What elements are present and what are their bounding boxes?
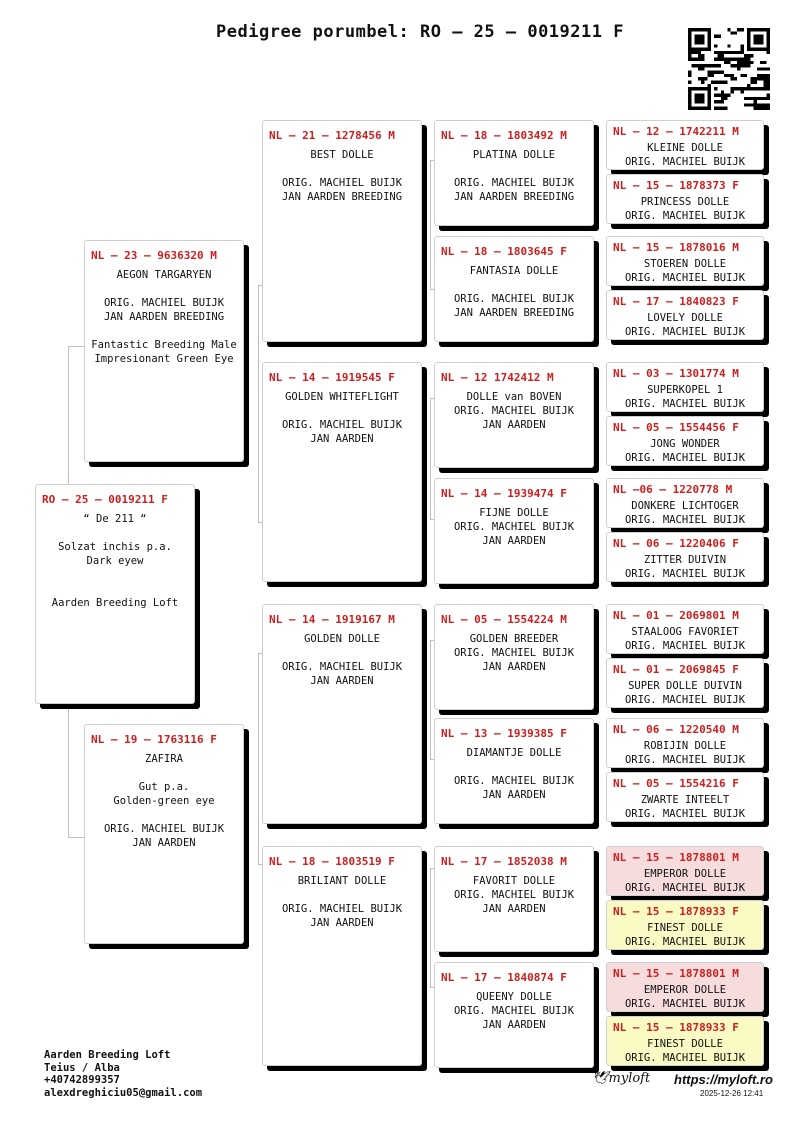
pigeon-info-line <box>441 278 587 292</box>
ring-number: NL – 17 – 1840874 F <box>441 971 567 984</box>
pigeon-info-line <box>269 162 415 176</box>
pigeon-info-line: JAN AARDEN <box>310 433 374 445</box>
pigeon-info-line: FIJNE DOLLE <box>479 507 549 519</box>
ring-number: NL – 12 – 1742211 M <box>613 125 739 138</box>
pigeon-info-line <box>441 760 587 774</box>
great-grandparent-card[interactable] <box>434 962 594 1068</box>
pigeon-info-line: JAN AARDEN BREEDING <box>281 191 403 203</box>
ancestor-card[interactable] <box>606 290 764 340</box>
ring-number: NL – 05 – 1554456 F <box>613 421 739 434</box>
pigeon-info-line: GOLDEN BREEDER <box>469 633 559 645</box>
ring-number: NL – 05 – 1554216 F <box>613 777 739 790</box>
pigeon-info-line: FANTASIA DOLLE <box>469 265 559 277</box>
ring-number: NL – 01 – 2069801 M <box>613 609 739 622</box>
subject-pigeon-card[interactable] <box>35 484 195 704</box>
pigeon-info-line: ORIG. MACHIEL BUIJK <box>624 936 746 948</box>
pigeon-info-line: SUPERKOPEL 1 <box>647 384 723 396</box>
pigeon-info-line: ORIG. MACHIEL BUIJK <box>624 694 746 706</box>
ring-number: NL – 06 – 1220540 M <box>613 723 739 736</box>
pigeon-info-line: BRILIANT DOLLE <box>297 875 387 887</box>
pigeon-info-line: JONG WONDER <box>650 438 720 450</box>
ancestor-card[interactable] <box>606 962 764 1012</box>
ancestor-card[interactable] <box>606 772 764 822</box>
pigeon-info-line: ORIG. MACHIEL BUIJK <box>624 210 746 222</box>
pigeon-info-line: ORIG. MACHIEL BUIJK <box>103 297 225 309</box>
breeder-email[interactable]: alexdreghiciu05@gmail.com <box>44 1086 203 1099</box>
ring-number: RO – 25 – 0019211 F <box>42 493 168 506</box>
pigeon-info-line: LOVELY DOLLE <box>647 312 723 324</box>
pigeon-info-line: JAN AARDEN <box>482 903 546 915</box>
pigeon-info-line <box>42 582 188 596</box>
ring-number: NL – 15 – 1878016 M <box>613 241 739 254</box>
pigeon-info-line <box>91 282 237 296</box>
ring-number: NL – 17 – 1852038 M <box>441 855 567 868</box>
ancestor-card[interactable] <box>606 236 764 286</box>
pigeon-info-line: ORIG. MACHIEL BUIJK <box>103 823 225 835</box>
grandparent-card[interactable] <box>262 604 422 824</box>
pigeon-info-line: ORIG. MACHIEL BUIJK <box>624 398 746 410</box>
pigeon-info-line: JAN AARDEN <box>482 789 546 801</box>
pigeon-info-line: ORIG. MACHIEL BUIJK <box>281 419 403 431</box>
parent-card[interactable] <box>84 240 244 462</box>
great-grandparent-card[interactable] <box>434 846 594 952</box>
pigeon-info-line: PRINCESS DOLLE <box>640 196 730 208</box>
ring-number: NL – 03 – 1301774 M <box>613 367 739 380</box>
ancestor-card[interactable] <box>606 1016 764 1066</box>
pigeon-info-line <box>269 888 415 902</box>
breeder-contact <box>44 1049 202 1099</box>
ring-number: NL – 14 – 1939474 F <box>441 487 567 500</box>
pigeon-info-line <box>91 808 237 822</box>
ancestor-card[interactable] <box>606 604 764 654</box>
pigeon-info-line: ORIG. MACHIEL BUIJK <box>453 1005 575 1017</box>
pigeon-info-line <box>441 162 587 176</box>
pigeon-info-line: ORIG. MACHIEL BUIJK <box>453 293 575 305</box>
pigeon-info-line: ZAFIRA <box>145 753 183 765</box>
pigeon-info-line: GOLDEN DOLLE <box>304 633 380 645</box>
brand-name: myloft <box>608 1071 651 1086</box>
pigeon-info-line: Gut p.a. <box>138 781 190 793</box>
ring-number: NL – 18 – 1803519 F <box>269 855 395 868</box>
great-grandparent-card[interactable] <box>434 236 594 342</box>
pigeon-info-line: DONKERE LICHTOGER <box>631 500 739 512</box>
ring-number: NL – 13 – 1939385 F <box>441 727 567 740</box>
ancestor-card[interactable] <box>606 416 764 466</box>
pigeon-info-line: ORIG. MACHIEL BUIJK <box>624 882 746 894</box>
ring-number: NL – 15 – 1878801 M <box>613 851 739 864</box>
pigeon-info-line <box>91 324 237 338</box>
pigeon-info-line: ORIG. MACHIEL BUIJK <box>624 568 746 580</box>
pigeon-info-line: JAN AARDEN <box>482 535 546 547</box>
pigeon-info-line: ORIG. MACHIEL BUIJK <box>453 405 575 417</box>
timestamp: 2025-12-26 12:41 <box>700 1089 764 1098</box>
pigeon-info-line: FAVORIT DOLLE <box>472 875 556 887</box>
pigeon-info-line: JAN AARDEN <box>482 1019 546 1031</box>
pigeon-info-line: QUEENY DOLLE <box>476 991 552 1003</box>
pigeon-info-line: JAN AARDEN BREEDING <box>453 191 575 203</box>
ring-number: NL –06 – 1220778 M <box>613 483 733 496</box>
ring-number: NL – 21 – 1278456 M <box>269 129 395 142</box>
pigeon-info-line: DOLLE van BOVEN <box>466 391 562 403</box>
pigeon-info-line: SUPER DOLLE DUIVIN <box>628 680 742 692</box>
pigeon-info-line: BEST DOLLE <box>310 149 374 161</box>
qr-code-icon <box>688 28 770 110</box>
pigeon-info-line <box>91 766 237 780</box>
pigeon-info-line: KLEINE DOLLE <box>647 142 723 154</box>
pigeon-info-line: JAN AARDEN <box>482 661 546 673</box>
ring-number: NL – 18 – 1803492 M <box>441 129 567 142</box>
grandparent-card[interactable] <box>262 362 422 582</box>
pigeon-info-line: ORIG. MACHIEL BUIJK <box>624 640 746 652</box>
ancestor-card[interactable] <box>606 362 764 412</box>
ring-number: NL – 19 – 1763116 F <box>91 733 217 746</box>
pigeon-info-line: JAN AARDEN <box>310 675 374 687</box>
parent-card[interactable] <box>84 724 244 944</box>
pigeon-info-line: ORIG. MACHIEL BUIJK <box>281 903 403 915</box>
ring-number: NL – 17 – 1840823 F <box>613 295 739 308</box>
ring-number: NL – 05 – 1554224 M <box>441 613 567 626</box>
pigeon-info-line: ORIG. MACHIEL BUIJK <box>624 808 746 820</box>
pigeon-info-line: PLATINA DOLLE <box>472 149 556 161</box>
pigeon-info-line: “ De 211 “ <box>83 513 147 525</box>
grandparent-card[interactable] <box>262 120 422 342</box>
pigeon-info-line: FINEST DOLLE <box>647 1038 723 1050</box>
pigeon-info-line: Fantastic Breeding Male <box>91 339 237 351</box>
pigeon-info-line: Solzat inchis p.a. <box>58 541 172 553</box>
pigeon-info-line: ORIG. MACHIEL BUIJK <box>453 521 575 533</box>
pigeon-info-line: JAN AARDEN <box>132 837 196 849</box>
pigeon-info-line: EMPEROR DOLLE <box>643 984 727 996</box>
grandparent-card[interactable] <box>262 846 422 1066</box>
pigeon-info-line: Aarden Breeding Loft <box>51 597 179 609</box>
ring-number: NL – 23 – 9636320 M <box>91 249 217 262</box>
pigeon-info-line: ZWARTE INTEELT <box>640 794 730 806</box>
pigeon-info-line: Golden-green eye <box>113 795 215 807</box>
great-grandparent-card[interactable] <box>434 362 594 468</box>
pigeon-info-line <box>269 646 415 660</box>
great-grandparent-card[interactable] <box>434 718 594 824</box>
pigeon-info-line: AEGON TARGARYEN <box>116 269 212 281</box>
ring-number: NL – 15 – 1878801 M <box>613 967 739 980</box>
pigeon-info-line <box>42 526 188 540</box>
pigeon-info-line: ORIG. MACHIEL BUIJK <box>453 647 575 659</box>
breeder-location: Teius / Alba <box>44 1061 120 1074</box>
great-grandparent-card[interactable] <box>434 478 594 584</box>
pigeon-info-line <box>42 568 188 582</box>
pigeon-info-line: ORIG. MACHIEL BUIJK <box>453 177 575 189</box>
pigeon-info-line: FINEST DOLLE <box>647 922 723 934</box>
breeder-name: Aarden Breeding Loft <box>44 1049 171 1061</box>
pigeon-info-line: GOLDEN WHITEFLIGHT <box>285 391 399 403</box>
ring-number: NL – 15 – 1878373 F <box>613 179 739 192</box>
pigeon-info-line: ORIG. MACHIEL BUIJK <box>624 998 746 1010</box>
pigeon-info-line <box>269 404 415 418</box>
pigeon-info-line: ZITTER DUIVIN <box>643 554 727 566</box>
ring-number: NL – 14 – 1919545 F <box>269 371 395 384</box>
ring-number: NL – 18 – 1803645 F <box>441 245 567 258</box>
pigeon-info-line: JAN AARDEN <box>310 917 374 929</box>
breeder-phone: +40742899357 <box>44 1074 120 1086</box>
great-grandparent-card[interactable] <box>434 120 594 226</box>
brand-logo <box>592 1071 650 1086</box>
pigeon-info-line: STAALOOG FAVORIET <box>631 626 739 638</box>
page-title: Pedigree porumbel: RO – 25 – 0019211 F <box>216 22 624 42</box>
pigeon-info-line: JAN AARDEN <box>482 419 546 431</box>
pigeon-info-line: STOEREN DOLLE <box>643 258 727 270</box>
pigeon-info-line: JAN AARDEN BREEDING <box>103 311 225 323</box>
pigeon-logo-icon: 🕊 <box>592 1071 609 1086</box>
pigeon-info-line: ORIG. MACHIEL BUIJK <box>624 1052 746 1064</box>
pigeon-info-line: Dark eyew <box>86 555 144 567</box>
ancestor-card[interactable] <box>606 900 764 950</box>
ancestor-card[interactable] <box>606 174 764 224</box>
ancestor-card[interactable] <box>606 120 764 170</box>
pigeon-info-line: ORIG. MACHIEL BUIJK <box>281 177 403 189</box>
ancestor-card[interactable] <box>606 478 764 528</box>
pigeon-info-line: ORIG. MACHIEL BUIJK <box>453 775 575 787</box>
pigeon-info-line: Impresionant Green Eye <box>94 353 234 365</box>
site-link[interactable]: https://myloft.ro <box>674 1072 773 1087</box>
ring-number: NL – 14 – 1919167 M <box>269 613 395 626</box>
pigeon-info-line: EMPEROR DOLLE <box>643 868 727 880</box>
pigeon-info-line: JAN AARDEN BREEDING <box>453 307 575 319</box>
ancestor-card[interactable] <box>606 532 764 582</box>
ring-number: NL – 15 – 1878933 F <box>613 905 739 918</box>
ring-number: NL – 12 1742412 M <box>441 371 554 384</box>
pigeon-info-line: ORIG. MACHIEL BUIJK <box>624 452 746 464</box>
pigeon-info-line: ORIG. MACHIEL BUIJK <box>281 661 403 673</box>
pigeon-info-line: DIAMANTJE DOLLE <box>466 747 562 759</box>
pigeon-info-line: ROBIJIN DOLLE <box>643 740 727 752</box>
ring-number: NL – 06 – 1220406 F <box>613 537 739 550</box>
ancestor-card[interactable] <box>606 846 764 896</box>
ring-number: NL – 01 – 2069845 F <box>613 663 739 676</box>
ancestor-card[interactable] <box>606 718 764 768</box>
ring-number: NL – 15 – 1878933 F <box>613 1021 739 1034</box>
pigeon-info-line: ORIG. MACHIEL BUIJK <box>624 514 746 526</box>
pigeon-info-line: ORIG. MACHIEL BUIJK <box>624 156 746 168</box>
pigeon-info-line: ORIG. MACHIEL BUIJK <box>453 889 575 901</box>
pigeon-info-line: ORIG. MACHIEL BUIJK <box>624 272 746 284</box>
pigeon-info-line: ORIG. MACHIEL BUIJK <box>624 754 746 766</box>
ancestor-card[interactable] <box>606 658 764 708</box>
great-grandparent-card[interactable] <box>434 604 594 710</box>
pigeon-info-line: ORIG. MACHIEL BUIJK <box>624 326 746 338</box>
